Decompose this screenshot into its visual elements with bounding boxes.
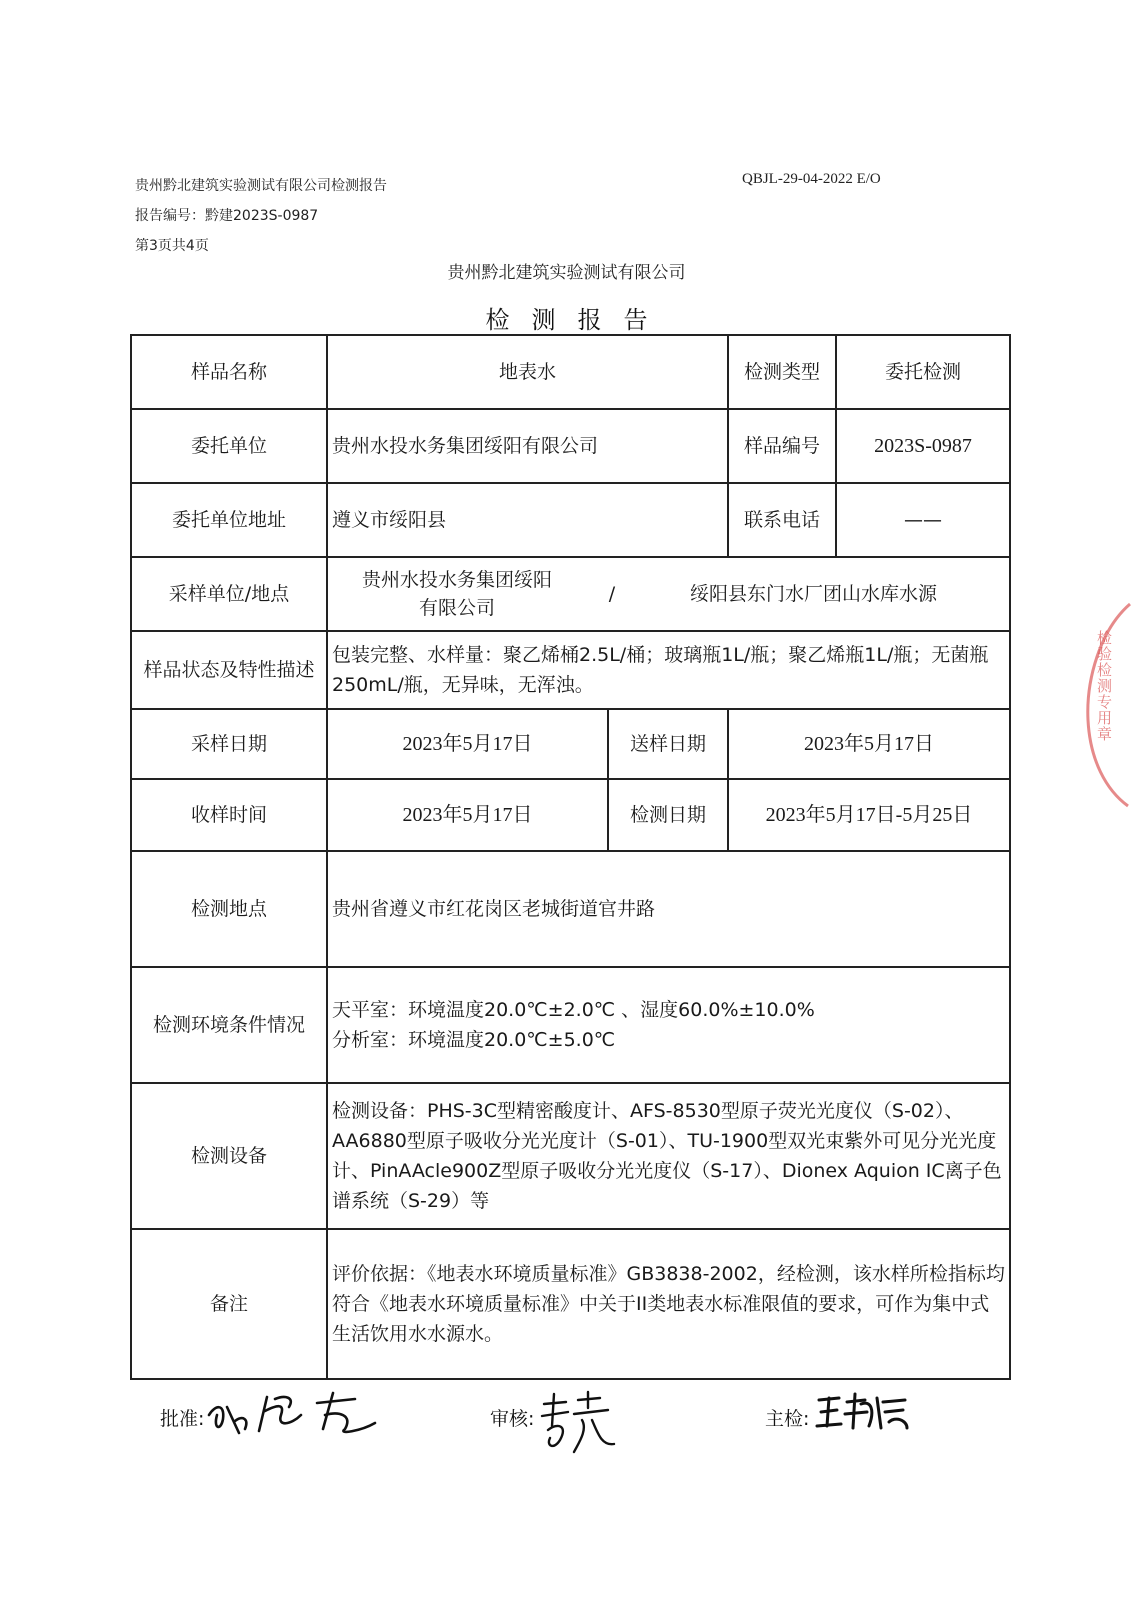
row-environment	[131, 967, 1010, 1083]
value-test-type: 委托检测	[836, 335, 1010, 409]
label-delivery-date: 送样日期	[608, 709, 728, 779]
label-sample-name: 样品名称	[131, 335, 327, 409]
row-client-address	[131, 483, 1010, 557]
label-client: 委托单位	[131, 409, 327, 483]
row-test-location	[131, 851, 1010, 967]
label-test-location: 检测地点	[131, 851, 327, 967]
label-sample-no: 样品编号	[728, 409, 836, 483]
company-name: 贵州黔北建筑实验测试有限公司	[447, 263, 686, 283]
value-environment	[327, 967, 1010, 1083]
value-client-address: 遵义市绥阳县	[327, 483, 728, 557]
document-code: QBJL-29-04-2022 E/O	[742, 171, 881, 187]
sampling-separator: /	[608, 583, 616, 605]
value-sample-description: 包装完整、水样量：聚乙烯桶2.5L/桶；玻璃瓶1L/瓶；聚乙烯瓶1L/瓶；无菌瓶250mL/瓶，无异味，无浑浊。	[327, 631, 1010, 709]
review-signature	[538, 1390, 618, 1456]
seal-text: 检验检测专用章	[1095, 630, 1113, 742]
value-client: 贵州水投水务集团绥阳有限公司	[327, 409, 728, 483]
value-test-location: 贵州省遵义市红花岗区老城街道官井路	[327, 851, 1010, 967]
row-client	[131, 409, 1010, 483]
label-sampling-unit: 采样单位/地点	[131, 557, 327, 631]
official-seal-fragment	[1080, 600, 1133, 810]
label-receipt-time: 收样时间	[131, 779, 327, 851]
value-test-date: 2023年5月17日-5月25日	[728, 779, 1010, 851]
sampling-site: 绥阳县东门水厂团山水库水源	[690, 583, 938, 605]
value-equipment: 检测设备：PHS-3C型精密酸度计、AFS-8530型原子荧光光度仪（S-02）、AA6880型原子吸收分光光度计（S-01）、TU-1900型双光束紫外可见分光光度计、PinAAcle900Z型原子吸收分光光度仪（S-17）、Dionex Aquion IC离子色谱系统（S-29）等	[327, 1083, 1010, 1229]
label-test-type: 检测类型	[728, 335, 836, 409]
environment-line2: 分析室：环境温度20.0℃±5.0℃	[332, 1029, 616, 1051]
value-phone: ——	[836, 483, 1010, 557]
label-environment: 检测环境条件情况	[131, 967, 327, 1083]
value-sample-no: 2023S-0987	[836, 409, 1010, 483]
row-remarks	[131, 1229, 1010, 1379]
value-receipt-time: 2023年5月17日	[327, 779, 608, 851]
label-phone: 联系电话	[728, 483, 836, 557]
inspector-signature	[815, 1392, 910, 1434]
label-equipment: 检测设备	[131, 1083, 327, 1229]
sampling-unit-line2: 有限公司	[418, 597, 495, 619]
report-table	[130, 334, 1011, 1380]
sampling-unit-line1: 贵州水投水务集团绥阳	[361, 569, 552, 591]
inspector-label: 主检:	[765, 1408, 810, 1430]
report-title: 检测报告	[485, 306, 670, 334]
label-sampling-date: 采样日期	[131, 709, 327, 779]
label-test-date: 检测日期	[608, 779, 728, 851]
value-sample-name: 地表水	[327, 335, 728, 409]
value-delivery-date: 2023年5月17日	[728, 709, 1010, 779]
value-sampling-date: 2023年5月17日	[327, 709, 608, 779]
sampling-unit-name	[332, 566, 582, 622]
review-label: 审核:	[490, 1408, 535, 1430]
value-sampling-unit	[327, 557, 1010, 631]
row-receipt-time	[131, 779, 1010, 851]
page-indicator: 第3页共4页	[135, 238, 209, 254]
row-sample-name	[131, 335, 1010, 409]
row-sampling-date	[131, 709, 1010, 779]
label-sample-description: 样品状态及特性描述	[131, 631, 327, 709]
row-sample-description	[131, 631, 1010, 709]
report-header-line: 贵州黔北建筑实验测试有限公司检测报告	[135, 178, 387, 194]
row-sampling-unit	[131, 557, 1010, 631]
approve-label: 批准:	[160, 1408, 205, 1430]
approve-signature	[205, 1385, 380, 1440]
label-client-address: 委托单位地址	[131, 483, 327, 557]
environment-line1: 天平室：环境温度20.0℃±2.0℃ 、湿度60.0%±10.0%	[332, 999, 815, 1021]
report-number: 报告编号：黔建2023S-0987	[135, 208, 319, 224]
value-remarks: 评价依据：《地表水环境质量标准》GB3838-2002，经检测，该水样所检指标均符合《地表水环境质量标准》中关于II类地表水标准限值的要求，可作为集中式生活饮用水水源水。	[327, 1229, 1010, 1379]
label-remarks: 备注	[131, 1229, 327, 1379]
row-equipment	[131, 1083, 1010, 1229]
